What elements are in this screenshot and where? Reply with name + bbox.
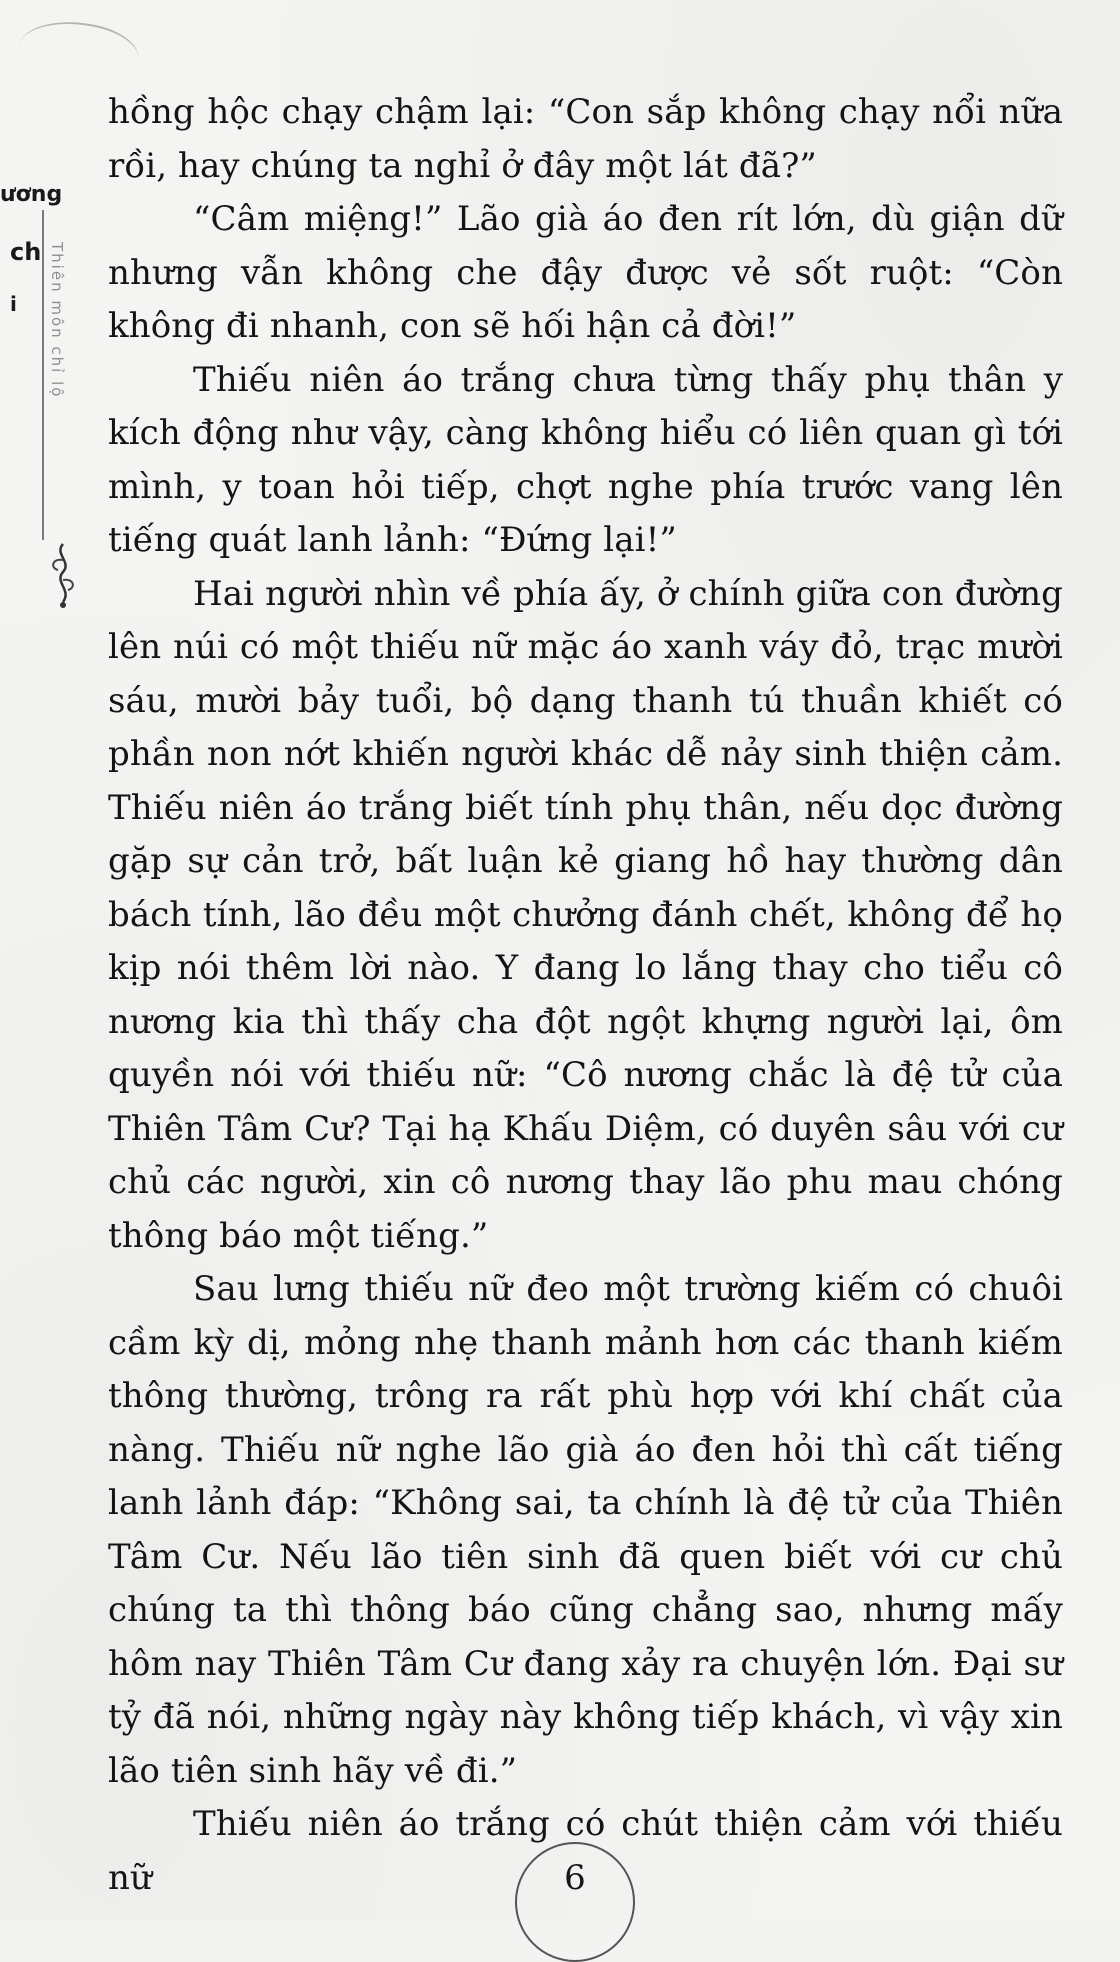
corner-scratch — [13, 10, 143, 96]
body-text — [108, 86, 1063, 1905]
facing-page-margin — [0, 160, 95, 680]
spine-rule — [42, 210, 44, 540]
spine-running-title: Thiên môn chỉ lộ — [48, 242, 66, 399]
paragraph: Hai người nhìn về phía ấy, ở chính giữa con đường lên núi có một thiếu nữ mặc áo xanh váy đỏ, trạc mười sáu, mười bảy tuổi, bộ dạng thanh tú thuần khiết có phần non nớt khiến người khác dễ nảy sinh thiện cảm. Thiếu niên áo trắng biết tính phụ thân, nếu dọc đường gặp sự cản trở, bất luận kẻ giang hồ hay thường dân bách tính, lão đều một chưởng đánh chết, không để họ kịp nói thêm lời nào. Y đang lo lắng thay cho tiểu cô nương kia thì thấy cha đột ngột khựng người lại, ôm quyền nói với thiếu nữ: “Cô nương chắc là đệ tử của Thiên Tâm Cư? Tại hạ Khấu Diệm, có duyên sâu với cư chủ các người, xin cô nương thay lão phu mau chóng thông báo một tiếng.” — [108, 573, 1063, 1256]
paragraph: Thiếu niên áo trắng có chút thiện cảm với thiếu nữ — [108, 1804, 1063, 1898]
paragraph: “Câm miệng!” Lão già áo đen rít lớn, dù giận dữ nhưng vẫn không che đậy được vẻ sốt ruột: “Còn không đi nhanh, con sẽ hối hận cả đời!” — [108, 199, 1063, 346]
paragraph: Thiếu niên áo trắng chưa từng thấy phụ thân y kích động như vậy, càng không hiểu có liên quan gì tới mình, y toan hỏi tiếp, chợt nghe phía trước vang lên tiếng quát lanh lảnh: “Đứng lại!” — [108, 359, 1063, 560]
facing-page-word: i — [10, 292, 17, 316]
facing-page-word: ương — [0, 182, 63, 207]
page-number-badge — [515, 1842, 635, 1937]
paragraph: hồng hộc chạy chậm lại: “Con sắp không chạy nổi nữa rồi, hay chúng ta nghỉ ở đây một lát đã?” — [108, 92, 1063, 186]
facing-page-word: ch — [10, 238, 42, 266]
floral-ornament-icon — [46, 540, 80, 610]
page-number: 6 — [564, 1858, 586, 1898]
paragraph: Sau lưng thiếu nữ đeo một trường kiếm có chuôi cầm kỳ dị, mỏng nhẹ thanh mảnh hơn các thanh kiếm thông thường, trông ra rất phù hợp với khí chất của nàng. Thiếu nữ nghe lão già áo đen hỏi thì cất tiếng lanh lảnh đáp: “Không sai, ta chính là đệ tử của Thiên Tâm Cư. Nếu lão tiên sinh đã quen biết với cư chủ chúng ta thì thông báo cũng chẳng sao, nhưng mấy hôm nay Thiên Tâm Cư đang xảy ra chuyện lớn. Đại sư tỷ đã nói, những ngày này không tiếp khách, vì vậy xin lão tiên sinh hãy về đi.” — [108, 1269, 1063, 1791]
